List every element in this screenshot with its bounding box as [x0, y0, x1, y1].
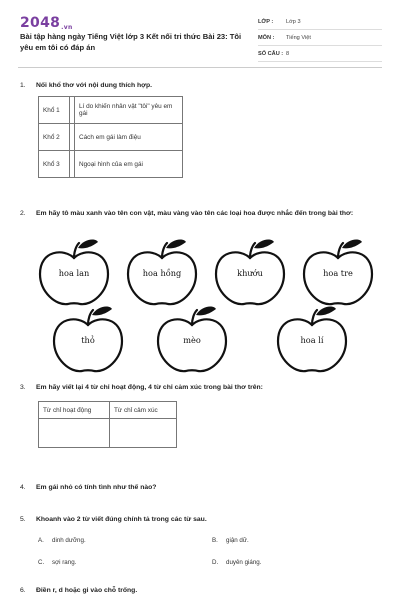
header-divider: [18, 67, 382, 68]
content-cell: Lí do khiến nhân vật "tôi" yêu em gái: [75, 97, 183, 124]
apple-illustrations: [0, 238, 400, 380]
question-4: [20, 482, 381, 493]
option-c[interactable]: [38, 559, 76, 566]
question-2: [20, 208, 381, 219]
logo-text: 2048: [20, 15, 61, 31]
document-title: Bài tập hàng ngày Tiếng Việt lớp 3 Kết nối tri thức Bài 23: Tôi yêu em tôi có đáp án: [20, 32, 242, 52]
matching-table: [38, 96, 183, 178]
meta-info: [258, 14, 382, 62]
apple-6[interactable]: [158, 307, 226, 372]
apple-label: hoa hồng: [142, 268, 182, 278]
apple-label: hoa tre: [323, 268, 353, 278]
option-text: duyên giáng.: [226, 559, 262, 566]
question-number: 4.: [20, 484, 26, 491]
word-table: [38, 401, 177, 448]
site-logo[interactable]: [20, 15, 73, 31]
option-a[interactable]: [38, 537, 86, 544]
apple-5[interactable]: [54, 307, 122, 372]
option-d[interactable]: [212, 559, 261, 566]
column-header: Từ chỉ cảm xúc: [110, 402, 177, 419]
question-text: Em hãy tô màu xanh vào tên con vật, màu vàng vào tên các loại hoa được nhắc đến trong bài thơ:: [36, 210, 354, 217]
apple-label: hoa lan: [58, 268, 90, 278]
apple-4[interactable]: [304, 240, 372, 305]
meta-key: SỐ CÂU :: [258, 50, 284, 57]
apple-7[interactable]: [278, 307, 346, 372]
apple-label: thỏ: [81, 335, 95, 345]
apple-label: mèo: [183, 335, 201, 345]
meta-key: MÔN :: [258, 34, 275, 41]
meta-row-count: [258, 46, 382, 62]
question-text: Nối khổ thơ với nội dung thích hợp.: [36, 82, 153, 89]
meta-value: Lớp 3: [286, 18, 301, 25]
option-letter: A.: [38, 537, 44, 544]
question-text: Điền r, d hoặc gi vào chỗ trống.: [36, 587, 138, 594]
stanza-cell: Khổ 1: [39, 97, 70, 124]
answer-cell[interactable]: [39, 419, 110, 448]
meta-row-subject: [258, 30, 382, 46]
option-text: dinh dưỡng.: [52, 537, 86, 544]
question-number: 3.: [20, 384, 26, 391]
option-text: sợi rang.: [52, 559, 77, 566]
apple-label: hoa lí: [300, 335, 324, 345]
option-text: giận dữ.: [226, 537, 249, 544]
apple-2[interactable]: [128, 240, 196, 305]
option-letter: D.: [212, 559, 219, 566]
meta-value: Tiếng Việt: [286, 34, 311, 41]
question-6: [20, 585, 381, 596]
table-row: [39, 419, 177, 448]
content-cell: Cách em gái làm điệu: [75, 124, 183, 151]
apple-3[interactable]: [216, 240, 284, 305]
stanza-cell: Khổ 3: [39, 151, 70, 178]
logo-suffix: .vn: [61, 24, 73, 31]
apple-label: khướu: [237, 268, 263, 278]
apple-1[interactable]: [40, 240, 108, 305]
table-header-row: [39, 402, 177, 419]
option-letter: C.: [38, 559, 45, 566]
question-text: Em gái nhỏ có tính tình như thế nào?: [36, 484, 157, 491]
answer-cell[interactable]: [110, 419, 177, 448]
content-cell: Ngoại hình của em gái: [75, 151, 183, 178]
stanza-cell: Khổ 2: [39, 124, 70, 151]
question-1: [20, 80, 381, 91]
option-b[interactable]: [212, 537, 249, 544]
question-text: Em hãy viết lại 4 từ chỉ hoạt động, 4 từ chỉ cảm xúc trong bài thơ trên:: [36, 384, 263, 391]
question-number: 2.: [20, 210, 26, 217]
question-number: 5.: [20, 516, 26, 523]
option-letter: B.: [212, 537, 218, 544]
meta-row-class: [258, 14, 382, 30]
question-3: [20, 382, 381, 393]
meta-key: LỚP :: [258, 18, 274, 25]
question-text: Khoanh vào 2 từ viết đúng chính tả trong các từ sau.: [36, 516, 207, 523]
column-header: Từ chỉ hoạt động: [39, 402, 110, 419]
table-row: [39, 97, 183, 124]
table-row: [39, 124, 183, 151]
question-number: 6.: [20, 587, 26, 594]
question-number: 1.: [20, 82, 26, 89]
table-row: [39, 151, 183, 178]
meta-value: 8: [286, 50, 290, 57]
question-5: [20, 514, 381, 525]
